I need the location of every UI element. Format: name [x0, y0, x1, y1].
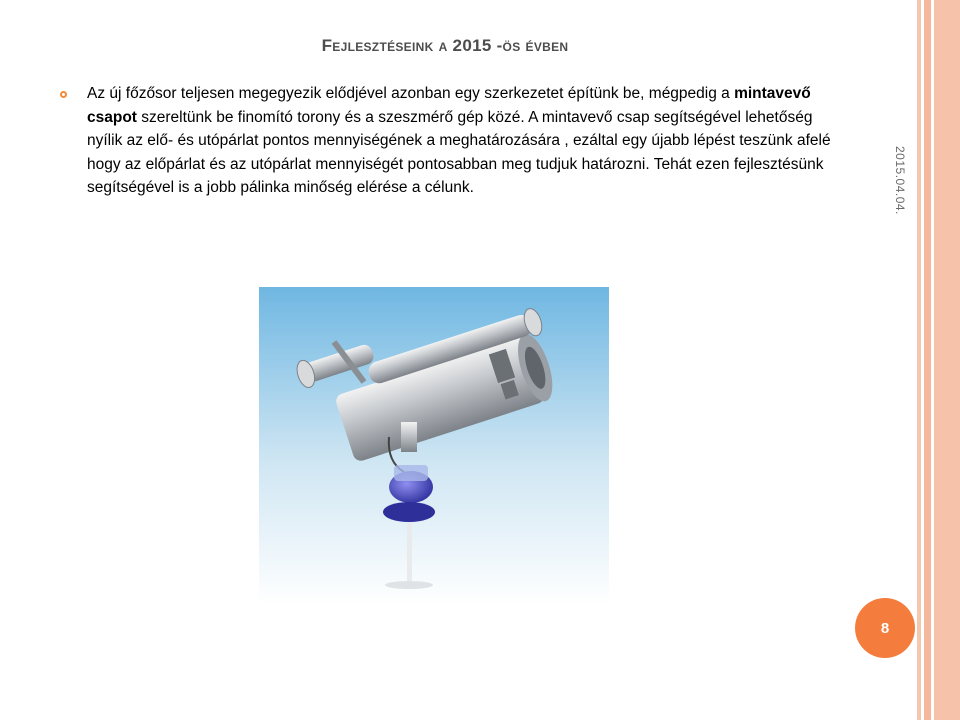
bullet-circle-icon	[60, 91, 67, 98]
slide-title: Fejlesztéseink a 2015 -ös évben	[321, 36, 569, 55]
sampling-valve-image	[259, 287, 609, 605]
bullet-item	[60, 82, 840, 200]
bullet-text	[87, 82, 840, 200]
decor-stripe	[924, 0, 931, 720]
bullet-text-bold: mintavevő csapot	[87, 85, 811, 126]
bullet-text-part2: szereltünk be finomító torony és a szeszmérő gép közé. A mintavevő csap segítségével lehetőség nyílik az elő- és utópárlat pontos mennyiségének a meghatározására , ezáltal egy újabb lépést teszünk afelé hogy az előpárlat és az utópárlat mennyiségét pontosabban meg tudjuk határozni. Tehát ezen fejlesztésünk segítségével is a jobb pálinka minőség elérése a célunk.	[87, 108, 831, 196]
slide-date: 2015.04.04.	[893, 146, 907, 215]
decor-stripe	[934, 0, 960, 720]
bullet-text-part1: Az új főzősor teljesen megegyezik elődjével azonban egy szerkezetet építünk be, mégpedig a	[87, 85, 735, 102]
page-number-badge: 8	[855, 598, 915, 658]
